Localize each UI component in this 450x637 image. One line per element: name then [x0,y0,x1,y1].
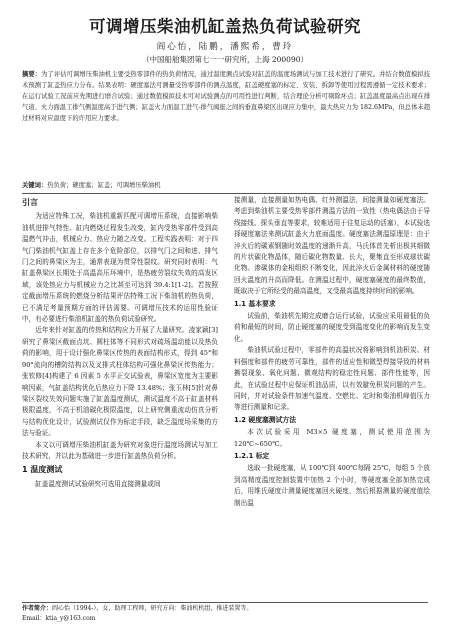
paragraph: 本文以可调增压柴油机缸盖为研究对象进行温度场测试与加工技术研究，并以此为基础进一步进行缸盖热负荷分析。 [22,440,218,460]
header-divider [22,193,428,194]
keywords [22,180,430,191]
section-heading-1-2-1: 1.2.1 标定 [234,451,270,460]
abstract [22,69,430,124]
section-heading-intro: 引言 [22,198,38,207]
author-bio-label: 作者简介： [22,605,53,612]
footnote [22,604,428,624]
paragraph: 为适应特殊工况，柴油机重新匹配可调增压系统，直接影响柴油机进排气特性、缸内燃烧过程发生改变，缸内受热零部件受到高温燃气冲击，机械应力、热应力随之改变。工程实践表明：对于四气门柴油机气缸盖上存在多个危险部位，以排气门之间和进、排气门之间的鼻梁区为主，通常表现为贯穿性裂纹。研究同时表明：气缸盖鼻梁区长期处于高温高压环境中，是热疲劳裂纹失效的高发区域，该处热应力与机械应力之比甚至可达到 39.4:1[1-2]。若按照定截面增压系统的燃烧分析结果评估特殊工况下柴油机的热负荷，已不满足考量预期方面的评估需要。可调增压技术的运用性验证中，有必要进行柴油机缸盖的热负荷试验研究。 [22,212,218,324]
paragraph: 柴油机试验过程中，零部件的高温状况将影响到机油积炭、材料强度和部件的疲劳可靠性，部件的适应性和微型焊接导致的材料撕裂现象、氧化问题、微观结构的稳定性问题、部件性能等，因此，在试验过程中应保证机油品质，以有效避免积炭问题的产生。同时，并对试验条件加速气温度、空燃比、定时和柴油机峰值压力等进行测量和记录。 [234,346,430,412]
abstract-text: 为了评估可调增压柴油机主要受热零部件的热负荷情况，通过温度测点试验对缸盖的温度场测试与加工技术进行了研究。并结合数值模拟技术预测了缸盖热应力分布。结果表明：硬度塞法可测量受热零部件的测点温度，缸盖硬度塞的标定、安装、拆卸等使用过程需遵循一定技术要求；在运行试验工况前应先期进行磨合试验；通过数值模拟技术可对试验测点的可用性进行判断，结合理论分析可剔除坏点；缸盖温度最高点出现在排气道、火力面温工排气侧温度高于进气侧；缸盖火力面温工进气-排气阀座之间的垂直鼻梁区出现应力集中，最大热应力为 182.6MPa，但总体未超过材料对应温度下的许用应力要求。 [22,71,431,122]
paragraph: 本次试验采用 M3×5 硬度塞，测试使用范围为 120℃~650℃。 [234,428,430,448]
author-email: Email：ktia_y@163.com [22,615,96,622]
abstract-label: 摘要： [22,71,42,78]
paragraph: 试验前，柴油机先期完成磨合运行试验，试验应采用最低的负荷和最短的时间，防止硬度塞的硬度受到温度变化的影响而发生变化。 [234,312,430,343]
section-heading-1: 1 温度测试 [22,465,63,475]
paragraph: 近年来针对缸盖的传热和结构应力开展了大量研究。凌家颖[3]研究了鼻梁区截面点坑、圆柱体等不同形式对疏场温动能以及热负荷的影响，用于设计强化鼻梁区传热的表面结构形式，得到 45°和 90°流向的槽防结构以及叉排式柱体结构可强化鼻梁区传热能力；张钦修[4]构建了 6 因素 5 水平正交试验表，鼻梁区宽度为主要影响因素，气缸盖结构优化后热应力下降 13.48%；张玉林[5]针对鼻梁区裂纹失效问题实施了缸盖温度测试，测试温度不高于缸盖材料极限温度，不高于机油碳化极限温度，以上研究侧重流动仿真分析与结构优化设计，试验测试仅作为标定手段，缺乏温度场采集的方法与验证。 [22,326,218,438]
section-heading-1-2: 1.2 硬度塞测试方法 [234,415,296,424]
section-heading-1-1: 1.1 基本要求 [234,299,276,308]
paper-title: 可调增压柴油机缸盖热负荷试验研究 [89,17,361,36]
keywords-text: 热负荷；硬度塞；缸盖；可调增压柴油机 [47,182,161,189]
author-list: 阎心怡，陆鹏，潘熙希，曹玲 [156,42,294,52]
paragraph: 缸盖温度测试试验研究可选用直接测量或间 [35,479,161,488]
keywords-label: 关键词： [22,182,48,189]
left-column [22,195,218,490]
right-column [234,195,430,509]
paragraph: 选取一批硬度塞，从 100℃到 400℃每隔 25℃，每组 5 个放到高精度温度控制装置中加热 2 个小时，等硬度塞全部加热完成后，用维氏硬度计测量硬度塞回火硬度，然后根据测量的硬度值绘制出温 [234,464,430,507]
author-bio [22,604,428,614]
author-bio-text: 阎心怡（1994-），女，助理工程师，研究方向：柴油机机组，推进装置等。 [52,605,253,612]
affiliation: （中国船舶集团第七一一研究所，上海 200090） [141,55,308,64]
footer-divider [22,602,428,603]
paragraph: 接测量，直接测量如热电偶、红外测温法，间接测量如硬度塞法。考虑到柴油机主要受热零部件测温方法的一致性（热电偶法由于导线接线、探头垂直等要求，较难适用于往复运动的活塞），本试验选择硬度塞法来测试缸盖火力底面温度。硬度塞法测温原理是：由于淬火后的碳素钢随时效温度的递渐升高，马氏体首先析出极其细微的片状碳化物晶体，随后碳化物数量、长大，聚集直至形成球状碳化物。渗碳体的金相组织不断变化，因此淬火后金属材料的硬度随回火温度的升高而降低。在测温过程中，硬度塞硬度的最终数值，既取决于它所经受的最高温度，又受最高温度持续时间的影响。 [234,196,430,296]
